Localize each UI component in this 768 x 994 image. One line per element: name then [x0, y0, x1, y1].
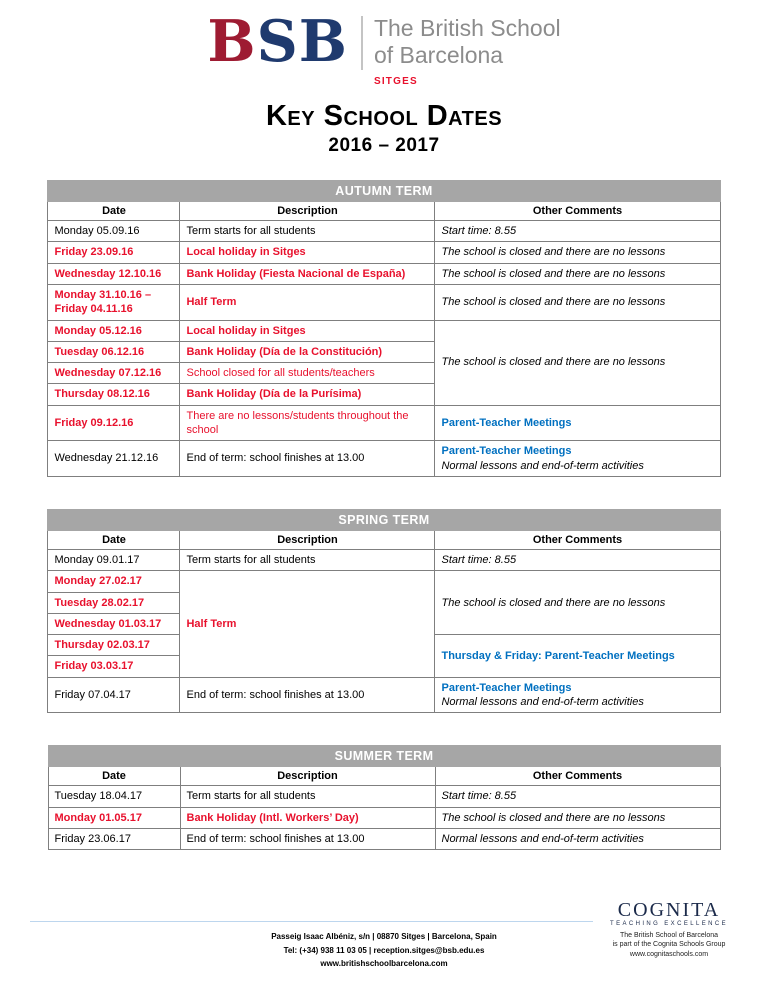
description-cell-merged: Half Term: [180, 571, 435, 677]
cognita-line3: www.cognitaschools.com: [629, 950, 709, 958]
table-row: [48, 441, 720, 477]
date-cell: Friday 07.04.17: [48, 677, 180, 713]
date-cell: Thursday 02.03.17: [48, 635, 180, 656]
date-cell: Wednesday 12.10.16: [48, 263, 180, 284]
date-cell: Thursday 08.12.16: [48, 384, 180, 405]
table-row: [48, 221, 720, 242]
description-cell: End of term: school finishes at 13.00: [180, 677, 435, 713]
cognita-description: [601, 931, 737, 959]
date-cell: Monday 09.01.17: [48, 549, 180, 570]
footer-contact-block: [124, 930, 644, 971]
description-cell: Local holiday in Sitges: [180, 320, 435, 341]
table-row: [48, 828, 720, 849]
date-cell: Monday 05.12.16: [48, 320, 180, 341]
table-row: [48, 320, 720, 341]
table-row: [48, 571, 720, 592]
cognita-logo: [601, 900, 737, 959]
cognita-line1: The British School of Barcelona: [619, 932, 719, 939]
table-row: [48, 807, 720, 828]
column-header-description: Description: [180, 530, 435, 549]
column-header-description: Description: [180, 202, 435, 221]
comment-meeting-line: Parent-Teacher Meetings: [441, 445, 572, 458]
date-cell: Wednesday 01.03.17: [48, 613, 180, 634]
logo-school-name: [374, 13, 561, 88]
description-cell: There are no lessons/students throughout the school: [180, 405, 435, 441]
description-cell: Bank Holiday (Intl. Workers’ Day): [180, 807, 435, 828]
term-title-row: [48, 181, 720, 202]
footer-phone-email: Tel: (+34) 938 11 03 05 | reception.sitges@bsb.edu.es: [283, 945, 485, 955]
comments-cell: Normal lessons and end-of-term activities: [435, 828, 720, 849]
document-header: [0, 0, 768, 157]
column-header-row: [48, 767, 720, 786]
date-cell: Friday 23.09.16: [48, 242, 180, 263]
column-header-description: Description: [180, 767, 435, 786]
date-cell: Friday 23.06.17: [48, 828, 180, 849]
date-cell: Wednesday 07.12.16: [48, 363, 180, 384]
date-cell: Monday 05.09.16: [48, 221, 180, 242]
autumn-term-table: [47, 180, 720, 477]
summer-term-table: [48, 745, 721, 850]
term-title-row: [48, 746, 720, 767]
table-row: [48, 549, 720, 570]
description-cell: Bank Holiday (Día de la Constitución): [180, 341, 435, 362]
date-cell: Friday 03.03.17: [48, 656, 180, 677]
column-header-comments: Other Comments: [435, 767, 720, 786]
bsb-wordmark: [207, 8, 348, 75]
comments-cell: [435, 441, 720, 477]
column-header-date: Date: [48, 202, 180, 221]
spring-term-table: [47, 509, 720, 713]
comment-note-line: Normal lessons and end-of-term activities: [441, 695, 644, 708]
logo-text-line1: The British School: [373, 15, 561, 41]
description-cell: Bank Holiday (Fiesta Nacional de España): [180, 263, 435, 284]
column-header-row: [48, 202, 720, 221]
table-row: [48, 677, 720, 713]
logo-letter-b-red: B: [207, 8, 257, 75]
comments-cell: Start time: 8.55: [435, 549, 720, 570]
table-row: [48, 242, 720, 263]
date-cell: Monday 01.05.17: [48, 807, 180, 828]
comments-cell: The school is closed and there are no lessons: [435, 284, 720, 320]
logo-divider: [361, 16, 363, 70]
description-cell: Term starts for all students: [180, 549, 435, 570]
date-cell: Tuesday 06.12.16: [48, 341, 180, 362]
date-cell: Monday 27.02.17: [48, 571, 180, 592]
logo-letter-b-blue: B: [298, 8, 348, 75]
column-header-comments: Other Comments: [435, 202, 720, 221]
comment-meeting-line: Parent-Teacher Meetings: [441, 681, 572, 694]
table-row: [48, 786, 720, 807]
description-cell: Term starts for all students: [180, 221, 435, 242]
cognita-line2: is part of the Cognita Schools Group: [612, 941, 726, 949]
description-cell: Bank Holiday (Día de la Purísima): [180, 384, 435, 405]
table-row: [48, 284, 720, 320]
page-title: Key School Dates: [265, 100, 503, 133]
column-header-date: Date: [48, 530, 180, 549]
logo-text-line2: of Barcelona: [373, 42, 504, 69]
footer-divider-line: [30, 921, 593, 922]
footer-address: Passeig Isaac Albéniz, s/n | 08870 Sitges | Barcelona, Spain: [271, 932, 497, 941]
description-cell: School closed for all students/teachers: [180, 363, 435, 384]
comments-cell: The school is closed and there are no lessons: [435, 263, 720, 284]
term-title: SPRING TERM: [48, 509, 720, 530]
column-header-comments: Other Comments: [435, 530, 720, 549]
comments-cell-merged: The school is closed and there are no lessons: [435, 571, 720, 635]
comments-cell: Start time: 8.55: [435, 786, 720, 807]
date-cell: Tuesday 18.04.17: [48, 786, 180, 807]
campus-label: SITGES: [373, 76, 418, 88]
table-row: [48, 405, 720, 441]
term-title: AUTUMN TERM: [48, 181, 720, 202]
comments-cell: The school is closed and there are no lessons: [435, 242, 720, 263]
column-header-row: [48, 530, 720, 549]
comment-note-line: Normal lessons and end-of-term activities: [441, 459, 644, 472]
term-title-row: [48, 509, 720, 530]
term-title: SUMMER TERM: [48, 746, 720, 767]
comments-cell-merged: The school is closed and there are no lessons: [435, 320, 720, 405]
footer-website: www.britishschoolbarcelona.com: [320, 959, 448, 969]
description-cell: Half Term: [180, 284, 435, 320]
date-cell: Monday 31.10.16 – Friday 04.11.16: [48, 284, 180, 320]
date-cell: Tuesday 28.02.17: [48, 592, 180, 613]
comments-cell: The school is closed and there are no lessons: [435, 807, 720, 828]
comments-cell: Start time: 8.55: [435, 221, 720, 242]
description-cell: End of term: school finishes at 13.00: [180, 828, 435, 849]
column-header-date: Date: [48, 767, 180, 786]
comments-cell: [435, 677, 720, 713]
bsb-logo: [0, 8, 768, 88]
date-cell: Friday 09.12.16: [48, 405, 180, 441]
logo-letter-s-blue: S: [256, 8, 299, 75]
page-subtitle: 2016 – 2017: [328, 135, 440, 157]
description-cell: Local holiday in Sitges: [180, 242, 435, 263]
comments-cell-merged: Thursday & Friday: Parent-Teacher Meetings: [435, 635, 720, 678]
description-cell: End of term: school finishes at 13.00: [180, 441, 435, 477]
cognita-wordmark: COGNITA: [617, 899, 721, 921]
description-cell: Term starts for all students: [180, 786, 435, 807]
cognita-tagline: TEACHING EXCELLENCE: [610, 921, 728, 927]
table-row: [48, 263, 720, 284]
date-cell: Wednesday 21.12.16: [48, 441, 180, 477]
comments-cell: Parent-Teacher Meetings: [435, 405, 720, 441]
